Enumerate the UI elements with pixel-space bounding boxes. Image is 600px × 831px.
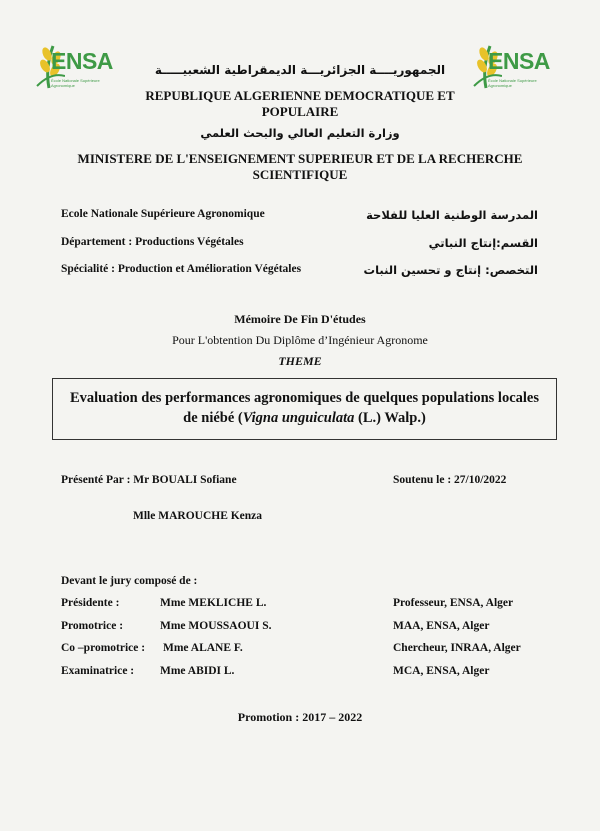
defense-date: Soutenu le : 27/10/2022 <box>393 474 507 486</box>
republic-french-line1: REPUBLIQUE ALGERIENNE DEMOCRATIQUE ET <box>145 88 455 103</box>
specialty-french: Spécialité : Production et Amélioration Végétales <box>61 263 302 275</box>
theme-title <box>53 388 556 428</box>
republic-arabic: الجمهوريــــة الجزائريـــة الديمقراطية الشعبيـــــة <box>154 63 446 77</box>
second-author: Mlle MAROUCHE Kenza <box>133 510 263 522</box>
jury-role: Promotrice : <box>61 620 124 632</box>
memoire-subtitle: Pour L'obtention Du Diplôme d’Ingénieur Agronome <box>172 333 428 347</box>
republic-french-line2: POPULAIRE <box>261 104 339 119</box>
ministry-french-line2: SCIENTIFIQUE <box>252 167 348 182</box>
jury-affiliation: MAA, ENSA, Alger <box>393 620 490 632</box>
school-french: Ecole Nationale Supérieure Agronomique <box>61 208 265 220</box>
species-name: Vigna unguiculata <box>242 410 355 426</box>
promotion: Promotion : 2017 – 2022 <box>237 710 363 724</box>
logo-text: ENSA <box>51 48 113 74</box>
jury-affiliation: MCA, ENSA, Alger <box>393 665 490 677</box>
theme-box <box>52 378 557 440</box>
theme-label: THEME <box>278 354 322 368</box>
jury-name: Mme ALANE F. <box>163 642 243 654</box>
school-arabic: المدرسة الوطنية العليا للفلاحة <box>366 208 538 222</box>
jury-name: Mme ABIDI L. <box>160 665 235 677</box>
logo-text: ENSA <box>488 48 550 74</box>
theme-line2-b: (L.) Walp.) <box>354 410 426 426</box>
ministry-arabic: وزارة التعليم العالي والبحث العلمي <box>200 126 400 140</box>
theme-line2-a: de niébé ( <box>183 410 243 426</box>
jury-affiliation: Chercheur, INRAA, Alger <box>393 642 521 654</box>
jury-role: Co –promotrice : <box>61 642 146 654</box>
logo-subtext: École Nationale Supérieure Agronomique <box>488 78 537 88</box>
jury-role: Examinatrice : <box>61 665 135 677</box>
ministry-french-line1: MINISTERE DE L'ENSEIGNEMENT SUPERIEUR ET DE LA RECHERCHE <box>77 151 523 166</box>
jury-role: Présidente : <box>61 597 120 609</box>
logo-subtext: École Nationale Supérieure Agronomique <box>51 78 100 88</box>
jury-name: Mme MOUSSAOUI S. <box>160 620 272 632</box>
jury-affiliation: Professeur, ENSA, Alger <box>393 597 514 609</box>
department-arabic: القسم:إنتاج النباتي <box>428 236 538 250</box>
department-french: Département : Productions Végétales <box>61 236 244 248</box>
memoire-title: Mémoire De Fin D'études <box>234 312 366 326</box>
specialty-arabic: التخصص: إنتاج و تحسين النبات <box>363 263 538 277</box>
jury-heading: Devant le jury composé de : <box>61 575 198 587</box>
presented-by: Présenté Par : Mr BOUALI Sofiane <box>61 474 237 486</box>
theme-line1: Evaluation des performances agronomiques de quelques populations locales <box>69 390 540 406</box>
jury-name: Mme MEKLICHE L. <box>160 597 267 609</box>
